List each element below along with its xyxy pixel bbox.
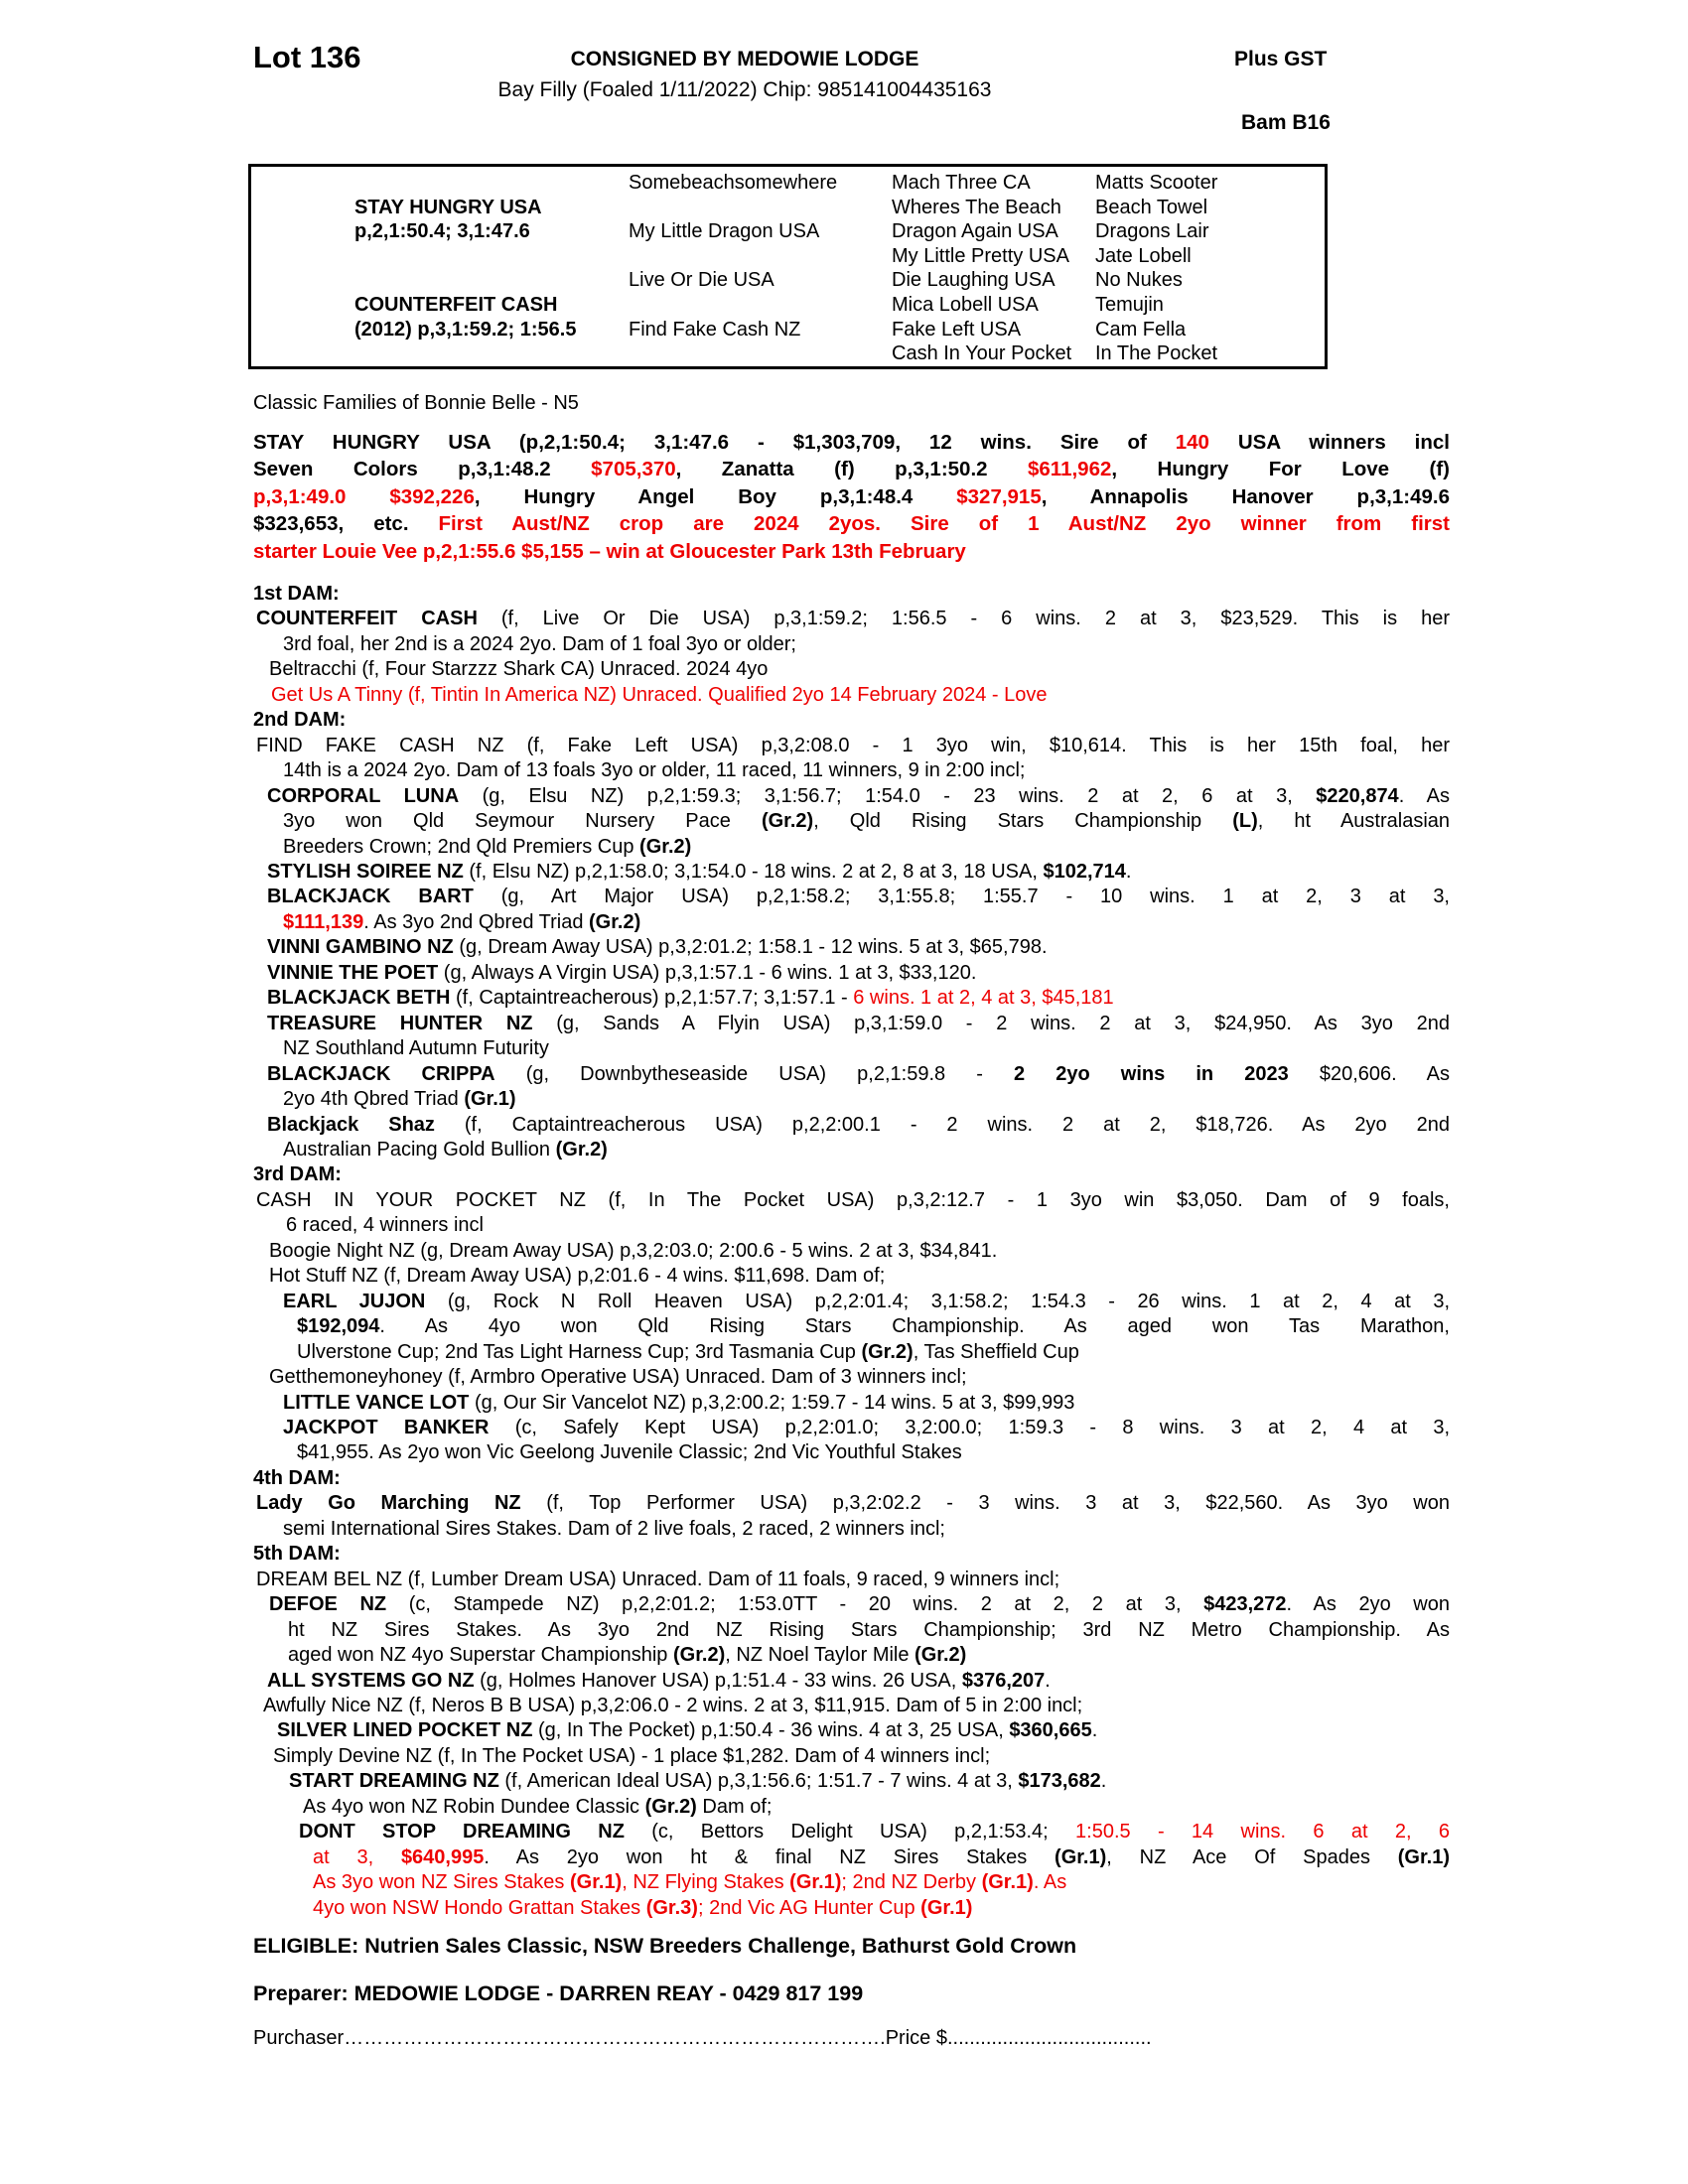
body-line: CORPORAL LUNA (g, Elsu NZ) p,2,1:59.3; 3,1:56.7; 1:54.0 - 23 wins. 2 at 2, 6 at 3, $220,874. As (267, 784, 1450, 807)
eligibility-line: ELIGIBLE: Nutrien Sales Classic, NSW Breeders Challenge, Bathurst Gold Crown (253, 1934, 1077, 1958)
price-label: .Price $ (880, 2027, 947, 2049)
barn-label: Bam B16 (1241, 111, 1331, 134)
body-line: 2yo 4th Qbred Triad (Gr.1) (283, 1088, 516, 1111)
body-line: 6 raced, 4 winners incl (286, 1214, 484, 1237)
body-line: Beltracchi (f, Four Starzzz Shark CA) Unraced. 2024 4yo (269, 658, 769, 681)
body-line: STYLISH SOIREE NZ (f, Elsu NZ) p,2,1:58.0; 3,1:54.0 - 18 wins. 2 at 2, 8 at 3, 18 USA, $102,714. (267, 861, 1132, 884)
body-line: 1st DAM: (253, 583, 340, 606)
dam-pedigree-text (253, 582, 1450, 1921)
body-line: 2nd DAM: (253, 709, 347, 732)
pedigree-cell: COUNTERFEIT CASH (354, 293, 558, 316)
preparer-line: Preparer: MEDOWIE LODGE - DARREN REAY - 0429 817 199 (253, 1981, 864, 2005)
pedigree-cell: Live Or Die USA (629, 269, 774, 292)
body-line: Get Us A Tinny (f, Tintin In America NZ) Unraced. Qualified 2yo 14 February 2024 - Love (271, 683, 1048, 706)
pedigree-cell: Somebeachsomewhere (629, 172, 838, 194)
body-line: 5th DAM: (253, 1543, 341, 1566)
body-line: CASH IN YOUR POCKET NZ (f, In The Pocket USA) p,3,2:12.7 - 1 3yo win $3,050. Dam of 9 foals, (256, 1188, 1450, 1211)
foal-details: Bay Filly (Foaled 1/11/2022) Chip: 985141004435163 (497, 78, 992, 101)
pedigree-cell: Fake Left USA (892, 318, 1022, 341)
pedigree-cell: Cash In Your Pocket (892, 342, 1072, 365)
pedigree-column-gen4 (1095, 171, 1325, 366)
pedigree-cell: No Nukes (1095, 269, 1183, 292)
sire-line: Seven Colors p,3,1:48.2 $705,370, Zanatta (f) p,3,1:50.2 $611,962, Hungry For Love (f) (253, 458, 1450, 481)
body-line: Australian Pacing Gold Bullion (Gr.2) (283, 1139, 608, 1160)
pedigree-cell: Dragon Again USA (892, 220, 1058, 243)
body-line: START DREAMING NZ (f, American Ideal USA) p,3,1:56.6; 1:51.7 - 7 wins. 4 at 3, $173,682. (289, 1770, 1107, 1793)
body-line: Getthemoneyhoney (f, Armbro Operative USA) Unraced. Dam of 3 winners incl; (269, 1366, 967, 1389)
body-line: 3yo won Qld Seymour Nursery Pace (Gr.2), Qld Rising Stars Championship (L), ht Australasian (283, 810, 1451, 833)
plus-gst-label: Plus GST (1234, 48, 1328, 70)
body-line: 4yo won NSW Hondo Grattan Stakes (Gr.3); 2nd Vic AG Hunter Cup (Gr.1) (313, 1896, 973, 1919)
pedigree-cell (629, 244, 892, 269)
body-line: 4th DAM: (253, 1466, 341, 1489)
body-line: Hot Stuff NZ (f, Dream Away USA) p,2:01.6 - 4 wins. $11,698. Dam of; (269, 1265, 886, 1288)
body-line: aged won NZ 4yo Superstar Championship (Gr.2), NZ Noel Taylor Mile (Gr.2) (288, 1644, 967, 1667)
pedigree-column-gen3 (892, 171, 1095, 366)
consignor-title: CONSIGNED BY MEDOWIE LODGE (570, 48, 919, 70)
body-line: semi International Sires Stakes. Dam of 2 live foals, 2 raced, 2 winners incl; (283, 1517, 945, 1540)
body-line: DREAM BEL NZ (f, Lumber Dream USA) Unraced. Dam of 11 foals, 9 raced, 9 winners incl; (256, 1568, 1060, 1590)
body-line: BLACKJACK BART (g, Art Major USA) p,2,1:58.2; 3,1:55.8; 1:55.7 - 10 wins. 1 at 2, 3 at 3, (267, 886, 1450, 908)
pedigree-cell: My Little Pretty USA (892, 244, 1069, 267)
price-dotted-leader: ..................................... (946, 2027, 1152, 2049)
pedigree-cell: Dragons Lair (1095, 220, 1209, 243)
body-line: Ulverstone Cup; 2nd Tas Light Harness Cup; 3rd Tasmania Cup (Gr.2), Tas Sheffield Cup (297, 1340, 1079, 1363)
pedigree-column-sire-dam (354, 171, 629, 366)
pedigree-cell: In The Pocket (1095, 342, 1218, 365)
body-line: at 3, $640,995. As 2yo won ht & final NZ Sires Stakes (Gr.1), NZ Ace Of Spades (Gr.1) (313, 1845, 1450, 1868)
body-line: VINNI GAMBINO NZ (g, Dream Away USA) p,3,2:01.2; 1:58.1 - 12 wins. 5 at 3, $65,798. (267, 936, 1048, 959)
header-center (338, 48, 1152, 102)
body-line: BLACKJACK BETH (f, Captaintreacherous) p,2,1:57.7; 3,1:57.1 - 6 wins. 1 at 2, 4 at 3, $45,181 (267, 987, 1114, 1010)
body-line: COUNTERFEIT CASH (f, Live Or Die USA) p,3,1:59.2; 1:56.5 - 6 wins. 2 at 3, $23,529. This is her (256, 608, 1450, 630)
classic-families-note: Classic Families of Bonnie Belle - N5 (253, 392, 579, 414)
body-line: SILVER LINED POCKET NZ (g, In The Pocket) p,1:50.4 - 36 wins. 4 at 3, 25 USA, $360,665. (277, 1719, 1098, 1742)
body-line: Breeders Crown; 2nd Qld Premiers Cup (Gr.2) (283, 835, 692, 858)
pedigree-cell (354, 341, 629, 366)
pedigree-cell (629, 293, 892, 318)
pedigree-cell: Mica Lobell USA (892, 293, 1039, 316)
body-line: EARL JUJON (g, Rock N Roll Heaven USA) p,2,2:01.4; 3,1:58.2; 1:54.3 - 26 wins. 1 at 2, 4 at 3, (283, 1290, 1451, 1312)
body-line: BLACKJACK CRIPPA (g, Downbytheseaside USA) p,2,1:59.8 - 2 2yo wins in 2023 $20,606. As (267, 1062, 1451, 1085)
pedigree-cell: Jate Lobell (1095, 244, 1192, 267)
pedigree-cell: Matts Scooter (1095, 172, 1218, 194)
pedigree-column-gen2 (629, 171, 892, 366)
pedigree-cell: My Little Dragon USA (629, 220, 820, 243)
sire-line: p,3,1:49.0 $392,226, Hungry Angel Boy p,3,1:48.4 $327,915, Annapolis Hanover p,3,1:49.6 (253, 484, 1450, 508)
body-line: $41,955. As 2yo won Vic Geelong Juvenile Classic; 2nd Vic Youthful Stakes (297, 1441, 962, 1464)
pedigree-cell: (2012) p,3,1:59.2; 1:56.5 (354, 318, 577, 341)
purchaser-dotted-leader: ……………………………………………………………………… (344, 2027, 881, 2049)
body-line: ht NZ Sires Stakes. As 3yo 2nd NZ Rising Stars Championship; 3rd NZ Metro Championship. As (288, 1618, 1450, 1641)
body-line: Lady Go Marching NZ (f, Top Performer USA) p,3,2:02.2 - 3 wins. 3 at 3, $22,560. As 3yo won (256, 1492, 1450, 1515)
pedigree-cell (629, 341, 892, 366)
pedigree-cell: Temujin (1095, 293, 1164, 316)
pedigree-cell (354, 268, 629, 293)
sire-summary-paragraph (253, 429, 1450, 565)
pedigree-cell: Die Laughing USA (892, 269, 1055, 292)
sire-line: starter Louie Vee p,2,1:55.6 $5,155 – win at Gloucester Park 13th February (253, 539, 966, 563)
pedigree-cell: Find Fake Cash NZ (629, 318, 801, 341)
body-line: NZ Southland Autumn Futurity (283, 1037, 549, 1060)
pedigree-cell: Beach Towel (1095, 196, 1208, 218)
body-line: 3rd DAM: (253, 1163, 342, 1186)
lot-number: Lot 136 (253, 40, 361, 74)
pedigree-cell (354, 171, 629, 196)
body-line: LITTLE VANCE LOT (g, Our Sir Vancelot NZ) p,3,2:00.2; 1:59.7 - 14 wins. 5 at 3, $99,993 (283, 1391, 1075, 1414)
body-line: JACKPOT BANKER (c, Safely Kept USA) p,2,2:01.0; 3,2:00.0; 1:59.3 - 8 wins. 3 at 2, 4 at 3, (283, 1416, 1451, 1438)
body-line: $111,139. As 3yo 2nd Qbred Triad (Gr.2) (283, 910, 641, 933)
pedigree-cell (629, 196, 892, 220)
pedigree-cell (354, 244, 629, 269)
body-line: VINNIE THE POET (g, Always A Virgin USA) p,3,1:57.1 - 6 wins. 1 at 3, $33,120. (267, 961, 977, 984)
pedigree-cell: Wheres The Beach (892, 196, 1061, 218)
body-line: Blackjack Shaz (f, Captaintreacherous USA) p,2,2:00.1 - 2 wins. 2 at 2, $18,726. As 2yo 2nd (267, 1113, 1450, 1136)
pedigree-cell: Mach Three CA (892, 172, 1031, 194)
body-line: FIND FAKE CASH NZ (f, Fake Left USA) p,3,2:08.0 - 1 3yo win, $10,614. This is her 15th foal, her (256, 734, 1450, 756)
purchaser-label: Purchaser (253, 2027, 345, 2049)
pedigree-cell: p,2,1:50.4; 3,1:47.6 (354, 220, 530, 243)
pedigree-cell: STAY HUNGRY USA (354, 196, 542, 218)
sire-line: $323,653, etc. First Aust/NZ crop are 2024 2yos. Sire of 1 Aust/NZ 2yo winner from first (253, 512, 1450, 536)
pedigree-cell: Cam Fella (1095, 318, 1187, 341)
body-line: 14th is a 2024 2yo. Dam of 13 foals 3yo or older, 11 raced, 11 winners, 9 in 2:00 incl; (283, 759, 1026, 782)
body-line: DONT STOP DREAMING NZ (c, Bettors Delight USA) p,2,1:53.4; 1:50.5 - 14 wins. 6 at 2, 6 (299, 1821, 1450, 1843)
page-body (253, 391, 1450, 1921)
body-line: Boogie Night NZ (g, Dream Away USA) p,3,2:03.0; 2:00.6 - 5 wins. 2 at 3, $34,841. (269, 1239, 998, 1262)
sire-line: STAY HUNGRY USA (p,2,1:50.4; 3,1:47.6 - $1,303,709, 12 wins. Sire of 140 USA winners incl (253, 431, 1450, 454)
body-line: Awfully Nice NZ (f, Neros B B USA) p,3,2:06.0 - 2 wins. 2 at 3, $11,915. Dam of 5 in 2:00 incl; (263, 1694, 1083, 1716)
body-line: Simply Devine NZ (f, In The Pocket USA) - 1 place $1,282. Dam of 4 winners incl; (273, 1744, 991, 1767)
body-line: 3rd foal, her 2nd is a 2024 2yo. Dam of 1 foal 3yo or older; (283, 632, 796, 655)
body-line: ALL SYSTEMS GO NZ (g, Holmes Hanover USA) p,1:51.4 - 33 wins. 26 USA, $376,207. (267, 1669, 1051, 1692)
pedigree-table (248, 164, 1328, 369)
body-line: As 4yo won NZ Robin Dundee Classic (Gr.2) Dam of; (303, 1795, 773, 1818)
body-line: $192,094. As 4yo won Qld Rising Stars Championship. As aged won Tas Marathon, (297, 1315, 1450, 1338)
body-line: As 3yo won NZ Sires Stakes (Gr.1), NZ Flying Stakes (Gr.1); 2nd NZ Derby (Gr.1). As (313, 1871, 1067, 1894)
purchaser-price-line (253, 2027, 1152, 2050)
body-line: TREASURE HUNTER NZ (g, Sands A Flyin USA) p,3,1:59.0 - 2 wins. 2 at 3, $24,950. As 3yo 2nd (267, 1012, 1450, 1034)
body-line: DEFOE NZ (c, Stampede NZ) p,2,2:01.2; 1:53.0TT - 20 wins. 2 at 2, 2 at 3, $423,272. As 2yo won (269, 1593, 1450, 1616)
